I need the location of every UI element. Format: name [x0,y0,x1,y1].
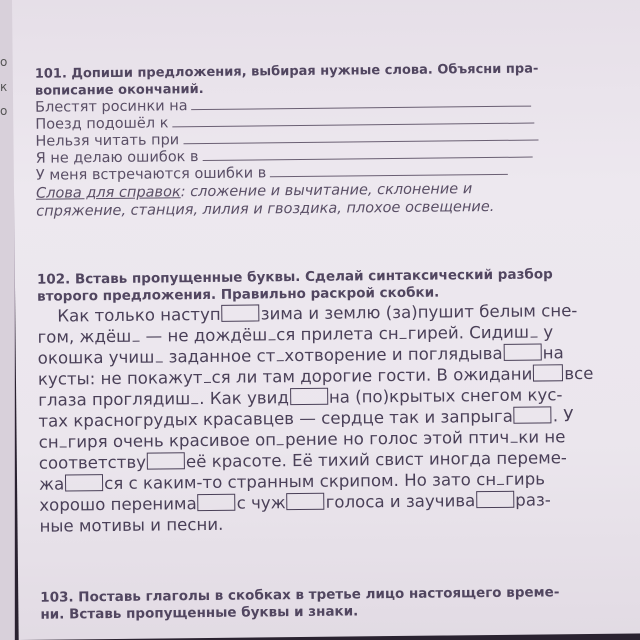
answer-box[interactable] [290,388,328,405]
exercise-103 [40,584,630,624]
exercise-103-title: 103. Поставь глаголы в скобках в третье лицо настоящего време- [40,584,560,606]
answer-box[interactable] [198,494,236,511]
answer-box[interactable] [147,452,185,469]
exercise-102-text: Как только наступ зима и землю (за)пушит белым сне- гом, ждёш — не дождёш ся прилета сн гирей. Сидиш у окошка учиш заданное ст хотворение и поглядыва на кусты: не покажут ся ли там дорогие гости. В ожидани все глаза проглядиш . Как увид на (по)крытых снегом кус- тах красногрудых красавцев — сердце так и запрыга . У сн гиря очень красивое оп рение но голос этой птич ки не соответству её красоте. Её тихий свист иногда переме- жа ся с каким-то странным скрипом. Но зато сн гирь хорошо перенима с чуж голоса и заучива раз- ные мотивы и песни. [37,301,594,536]
textbook-page [12,0,640,640]
exercise-101 [35,60,627,221]
exercise-line: Поезд подошёл к [35,111,625,134]
answer-box[interactable] [65,474,103,491]
answer-box[interactable] [504,343,542,360]
exercise-103-title-cont: ни. Вставь пропущенные буквы и знаки. [40,603,359,623]
exercise-101-title: 101. Допиши предложения, выбирая нужные слова. Объясни пра- [34,61,539,82]
exercise-102-title: 102. Вставь пропущенные буквы. Сделай синтаксический разбор [36,266,553,288]
answer-box[interactable] [287,493,325,510]
exercise-line: Блестят росинки на [35,94,625,117]
exercise-line: Я не делаю ошибок в [36,145,626,168]
exercise-line: Нельзя читать при [35,128,625,151]
margin-letter: о [0,104,8,118]
answer-box[interactable] [476,491,514,508]
margin-letter: к [0,80,8,94]
margin-letter: о [0,55,8,69]
exercise-102 [37,266,630,537]
exercise-101-title-cont: вописание окончаний. [34,81,204,99]
answer-box[interactable] [514,406,552,423]
answer-box[interactable] [533,364,563,381]
reference-words-cont: спряжение, станция, лилия и гвоздика, плохое освещение. [36,198,495,220]
exercise-line: У меня встречаются ошибки в [36,162,626,185]
answer-box[interactable] [222,304,260,321]
exercise-102-title-cont: второго предложения. Правильно раскрой скобки. [37,284,440,305]
reference-words: Слова для справок: сложение и вычитание, склонение и [35,181,473,202]
